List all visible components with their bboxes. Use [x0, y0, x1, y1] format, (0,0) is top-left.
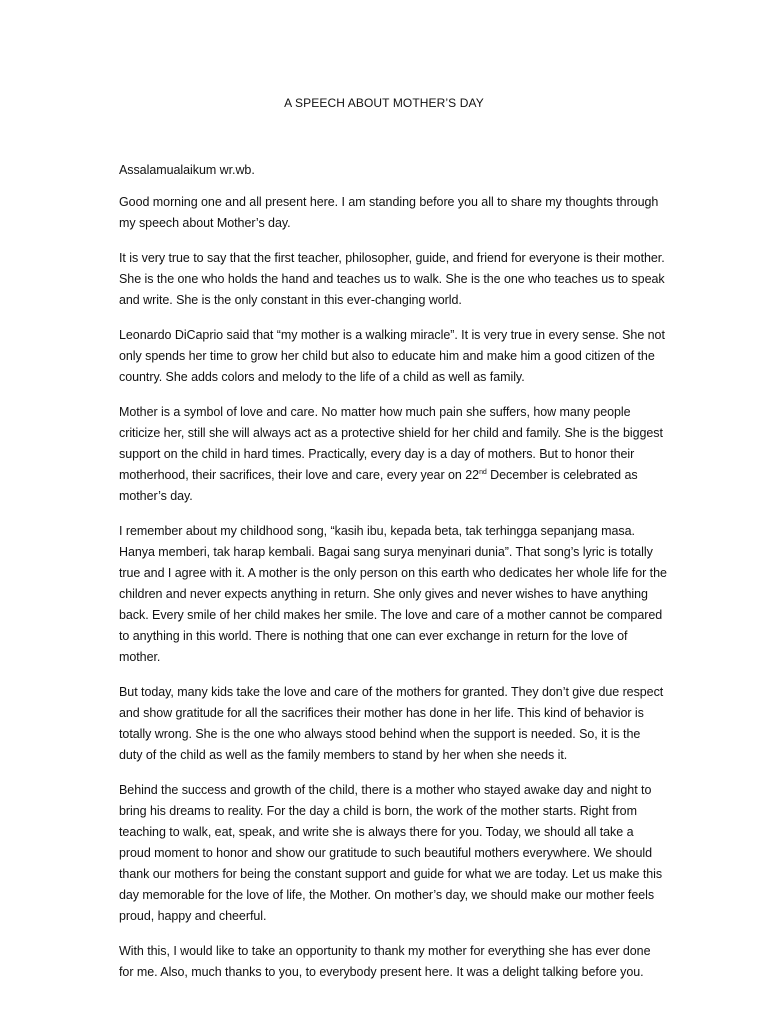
greeting-paragraph: Assalamualaikum wr.wb.: [119, 163, 255, 177]
date-day: 22: [465, 468, 480, 482]
date-rest: December is celebrated as mother’s day.: [119, 468, 638, 503]
paragraph-behind-success: Behind the success and growth of the child, there is a mother who stayed awake day and night to bring his dreams to reality. For the day a child is born, the work of the mother starts. Right from teaching to walk, eat, speak, and write she is always there for you. Today, we should all take a proud moment to honor and show our gratitude to such beautiful mothers everywhere. We should thank our mothers for being the constant support and guide for what we are today. Let us make this day memorable for the love of life, the Mother. On mother’s day, we should make our mother feels proud, happy and cheerful.: [119, 783, 663, 923]
paragraph-dicaprio-quote: Leonardo DiCaprio said that “my mother is a walking miracle”. It is very true in every sense. She not only spends her time to grow her child but also to educate him and make him a good citizen of the country. She adds colors and melody to the life of a child as well as family.: [119, 328, 665, 384]
document-body: [119, 160, 667, 997]
paragraph-for-granted: But today, many kids take the love and care of the mothers for granted. They don’t give due respect and show gratitude for all the sacrifices their mother has done in her life. This kind of behavior is totally wrong. She is the one who always stood behind when the support is needed. So, it is the duty of the child as well as the family members to stand by her when she needs it.: [119, 685, 664, 762]
document-title: A SPEECH ABOUT MOTHER’S DAY: [284, 96, 484, 110]
paragraph-first-teacher: It is very true to say that the first teacher, philosopher, guide, and friend for everyone is their mother. She is the one who holds the hand and teaches us to walk. She is the one who teaches us to speak and write. She is the only constant in this ever-changing world.: [119, 251, 665, 307]
paragraph-symbol-of-love: [119, 402, 667, 507]
date-suffix: nd: [479, 468, 487, 476]
paragraph-intro: Good morning one and all present here. I am standing before you all to share my thoughts through my speech about Mother’s day.: [119, 195, 659, 230]
paragraph-closing: With this, I would like to take an opportunity to thank my mother for everything she has ever done for me. Also, much thanks to you, to everybody present here. It was a delight talking before you.: [119, 944, 651, 979]
paragraph-symbol-of-love-text: Mother is a symbol of love and care. No matter how much pain she suffers, how many people criticize her, still she will always act as a protective shield for her child and family. She is the biggest support on the child in hard times. Practically, every day is a day of mothers. But to honor their motherhood, their sacrifices, their love and care, every year on: [119, 405, 663, 482]
paragraph-childhood-song: I remember about my childhood song, “kasih ibu, kepada beta, tak terhingga sepanjang masa. Hanya memberi, tak harap kembali. Bagai sang surya menyinari dunia”. That song’s lyric is totally true and I agree with it. A mother is the only person on this earth who dedicates her whole life for the children and never expects anything in return. She only gives and never wishes to have anything back. Every smile of her child makes her smile. The love and care of a mother cannot be compared to anything in this world. There is nothing that one can ever exchange in return for the love of mother.: [119, 524, 667, 664]
